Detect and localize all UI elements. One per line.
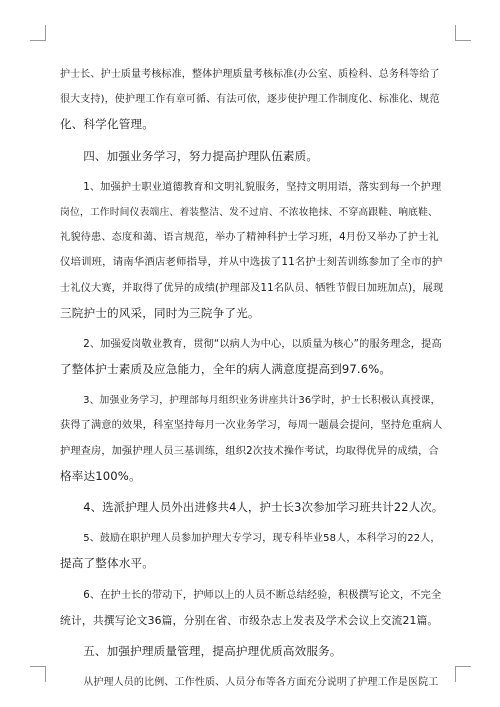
text-line: 统计，共撰写论文36篇，分别在省、市级杂志上发表及学术会议上交流21篇。 (60, 613, 439, 627)
text-line: 格率达100%。 (60, 468, 141, 483)
text-line: 3、加强业务学习，护理部每月组织业务讲座共计36学时，护士长积极认真授课， (83, 395, 441, 407)
text-line: 4、选派护理人员外出进修共4人，护士长3次参加学习班共计22人次。 (83, 500, 444, 514)
paragraph-item-6 (60, 583, 444, 633)
crop-mark-top-right-v (455, 25, 456, 41)
crop-mark-bottom-right-h (455, 666, 471, 667)
text-line: 化、科学化管理。 (60, 117, 154, 132)
text-line: 从护理人员的比例、工作性质、人员分布等各方面充分说明了护理工作是医院工 (83, 677, 439, 689)
text-line: 岗位，工作时间仪表端庄、着装整洁、发不过肩、不浓妆艳抹、不穿高跟鞋、响底鞋、 (60, 206, 438, 218)
paragraph-item-5 (60, 526, 444, 576)
crop-mark-bottom-right-v (455, 666, 456, 682)
crop-mark-bottom-left-v (45, 666, 46, 682)
section-heading-four (60, 144, 444, 169)
text-line: 1、加强护士职业道德教育和文明礼貌服务，坚持文明用语，落实到每一个护理 (83, 181, 442, 193)
text-line: 五、加强护理质量管理，提高护理优质高效服务。 (83, 643, 342, 658)
crop-mark-top-left-h (30, 40, 46, 41)
paragraph-item-2 (60, 332, 444, 382)
paragraph-item-1 (60, 175, 444, 326)
text-line: 三院护士的风采，同时为三院争了光。 (60, 305, 260, 320)
crop-mark-bottom-left-h (30, 666, 46, 667)
document-body (60, 62, 444, 695)
text-line: 提高了整体水平。 (60, 556, 154, 571)
text-line: 了整体护士素质及应急能力，全年的病人满意度提高到97.6%。 (60, 362, 392, 377)
crop-mark-top-left-v (45, 25, 46, 41)
paragraph-management-standards (60, 62, 444, 138)
paragraph-item-3 (60, 388, 444, 489)
text-line: 2、加强爱岗敬业教育，贯彻“以病人为中心，以质量为核心”的服务理念，提高 (83, 338, 442, 350)
text-line: 获得了满意的效果，科室坚持每月一次业务学习，每周一题晨会提问，坚持危重病人 (60, 420, 443, 432)
text-line: 士礼仪大赛，并取得了优异的成绩(护理部及11名队员、牺牲节假日加班加点)，展现 (60, 282, 444, 294)
section-heading-five (60, 639, 444, 664)
text-line: 护士长、护士质量考核标准，整体护理质量考核标准(办公室、质检科、总务科等给了 (60, 69, 440, 80)
text-line: 护理查房，加强护理人员三基训练，组织2次技术操作考试，均取得优异的成绩，合 (60, 445, 439, 457)
text-line: 仪培训班，请南华酒店老师指导，并从中选拔了11名护士刻苦训练参加了全市的护 (60, 256, 443, 269)
text-line: 四、加强业务学习，努力提高护理队伍素质。 (83, 148, 319, 163)
paragraph-closing (60, 670, 444, 695)
text-line: 6、在护士长的带动下，护师以上的人员不断总结经验，积极撰写论文，不完全 (83, 589, 442, 601)
text-line: 5、鼓励在职护理人员参加护理大专学习，现专科毕业58人，本科学习的22人， (83, 533, 441, 545)
crop-mark-top-right-h (455, 40, 471, 41)
paragraph-item-4 (60, 495, 444, 520)
text-line: 礼貌待患、态度和蔼、语言规范，举办了精神科护士学习班，4月份又举办了护士礼 (60, 232, 439, 244)
text-line: 很大支持)，使护理工作有章可循、有法可依，逐步使护理工作制度化、标准化、规范 (60, 94, 440, 106)
